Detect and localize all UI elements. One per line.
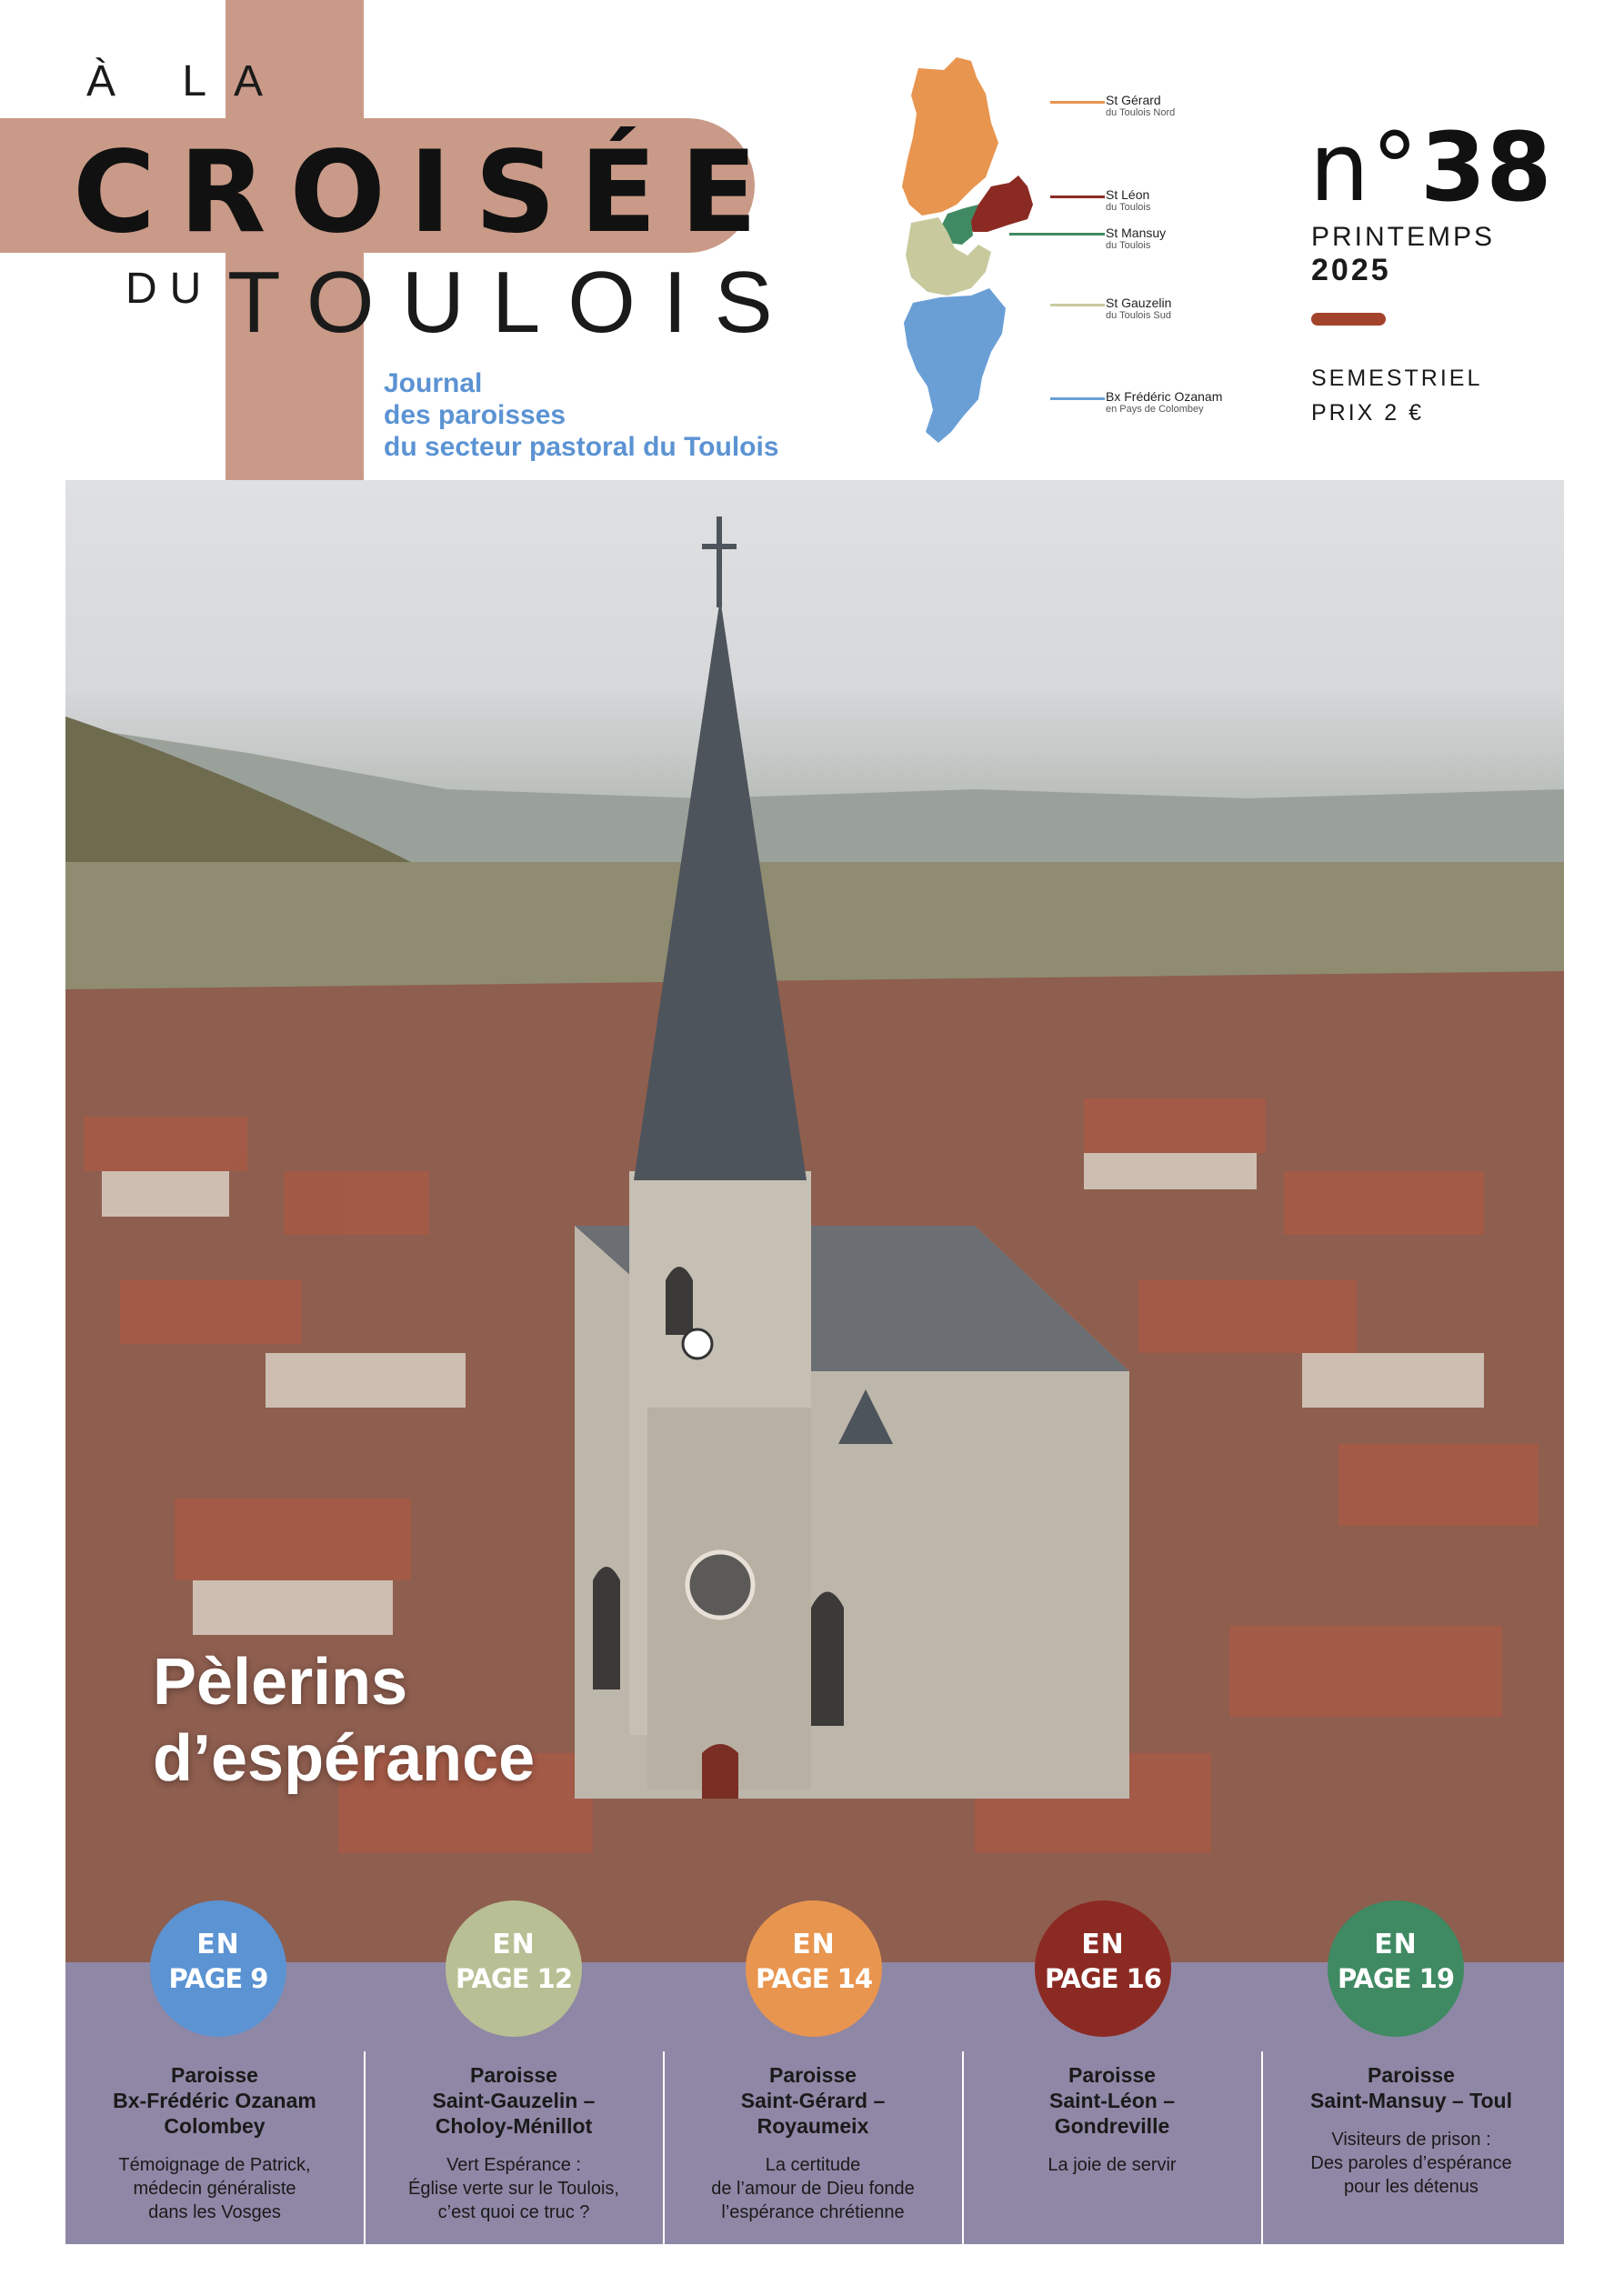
article-teaser [664,2153,962,2224]
masthead-line-3a: DU [125,265,215,313]
contents-column [65,1964,364,2224]
teaser-line: Vert Espérance : [446,2155,581,2175]
subtitle-line: du secteur pastoral du Toulois [384,432,779,462]
parish-name-line: Saint-Gauzelin – [432,2089,596,2112]
parish-name [963,2062,1261,2139]
badge-line-2: PAGE 14 [755,1963,873,1994]
contents-column [963,1964,1261,2177]
badge-line-2: PAGE 19 [1337,1963,1455,1994]
parish-name-line: Paroisse [769,2063,857,2087]
parish-name [664,2062,962,2139]
issue-number-value: 38 [1419,112,1552,223]
issue-price: PRIX 2 € [1311,400,1425,426]
legend-name: St Mansuy [1106,226,1167,240]
teaser-line: Église verte sur le Toulois, [408,2179,619,2199]
teaser-line: de l’amour de Dieu fonde [711,2179,915,2199]
masthead-line-3b: TOULOIS [227,254,800,351]
parish-map [891,50,1082,468]
masthead-line-1: À LA [86,57,291,105]
parish-name-line: Choloy-Ménillot [435,2114,593,2138]
issue-number [1309,112,1552,223]
parish-name-line: Paroisse [1368,2063,1455,2087]
parish-name [65,2062,364,2139]
badge-line-2: PAGE 16 [1044,1963,1162,1994]
parish-name [1262,2062,1560,2113]
parish-name-line: Colombey [164,2114,266,2138]
badge-line-1: EN [792,1929,836,1960]
issue-season: PRINTEMPS [1311,222,1496,252]
parish-name-line: Saint-Mansuy – Toul [1310,2089,1512,2112]
parish-name-line: Royaumeix [757,2114,869,2138]
article-teaser [65,2153,364,2224]
teaser-line: Témoignage de Patrick, [118,2155,311,2175]
article-teaser [963,2153,1261,2177]
parish-name-line: Saint-Léon – [1048,2089,1175,2112]
legend-sub: du Toulois [1106,202,1151,213]
parish-name-line: Paroisse [1068,2063,1156,2087]
legend-sub: en Pays de Colombey [1106,404,1204,415]
parish-name-line: Paroisse [171,2063,258,2087]
contents-column [1262,1964,1560,2199]
badge-line-2: PAGE 12 [455,1963,573,1994]
subtitle-line: des paroisses [384,400,566,430]
teaser-line: pour les détenus [1344,2177,1479,2197]
masthead-subtitle [384,367,779,463]
legend-line [1009,233,1105,236]
teaser-line: c’est quoi ce truc ? [437,2202,590,2222]
article-teaser [1262,2128,1560,2199]
badge-line-1: EN [492,1929,536,1960]
badge-line-2: PAGE 9 [168,1963,268,1994]
badge-line-1: EN [1374,1929,1418,1960]
teaser-line: Visiteurs de prison : [1331,2130,1491,2150]
legend-sub: du Toulois Nord [1106,107,1176,118]
parish-name-line: Saint-Gérard – [740,2089,886,2112]
badge-line-1: EN [1081,1929,1125,1960]
teaser-line: Des paroles d’espérance [1310,2153,1512,2173]
parish-name-line: Gondreville [1054,2114,1170,2138]
parish-name-line: Bx-Frédéric Ozanam [113,2089,316,2112]
legend-line [1050,196,1105,198]
accent-bar [1311,313,1386,326]
contents-column [664,1964,962,2224]
contents-column [365,1964,663,2224]
issue-frequency: SEMESTRIEL [1311,366,1483,391]
legend-line [1050,397,1105,400]
masthead-title: CROISÉE [73,127,781,258]
legend-sub: du Toulois Sud [1106,310,1171,321]
legend-item-ozanam [1106,389,1222,415]
parish-name [365,2062,663,2139]
map-region-ozanam [904,288,1006,443]
legend-sub: du Toulois [1106,240,1151,251]
legend-item-st-mansuy [1106,226,1166,251]
article-teaser [365,2153,663,2224]
legend-name: Bx Frédéric Ozanam [1106,389,1223,404]
cover-headline-line: Pèlerins [153,1646,408,1719]
badge-line-1: EN [196,1929,240,1960]
legend-line [1050,304,1105,306]
legend-item-st-gerard [1106,93,1175,118]
legend-name: St Léon [1106,187,1150,202]
legend-name: St Gauzelin [1106,296,1172,310]
teaser-line: La joie de servir [1048,2155,1177,2175]
legend-line [1050,101,1105,104]
issue-year: 2025 [1311,253,1391,287]
cover-headline [153,1644,535,1797]
legend-item-st-gauzelin [1106,296,1171,321]
teaser-line: La certitude [765,2155,861,2175]
teaser-line: l’espérance chrétienne [721,2202,905,2222]
cover-headline-line: d’espérance [153,1722,536,1795]
map-region-st-gerard [902,57,998,216]
legend-name: St Gérard [1106,93,1161,107]
subtitle-line: Journal [384,368,483,398]
teaser-line: médecin généraliste [133,2179,296,2199]
parish-name-line: Paroisse [470,2063,557,2087]
legend-item-st-leon [1106,187,1150,213]
teaser-line: dans les Vosges [148,2202,281,2222]
issue-prefix: n° [1309,112,1420,223]
